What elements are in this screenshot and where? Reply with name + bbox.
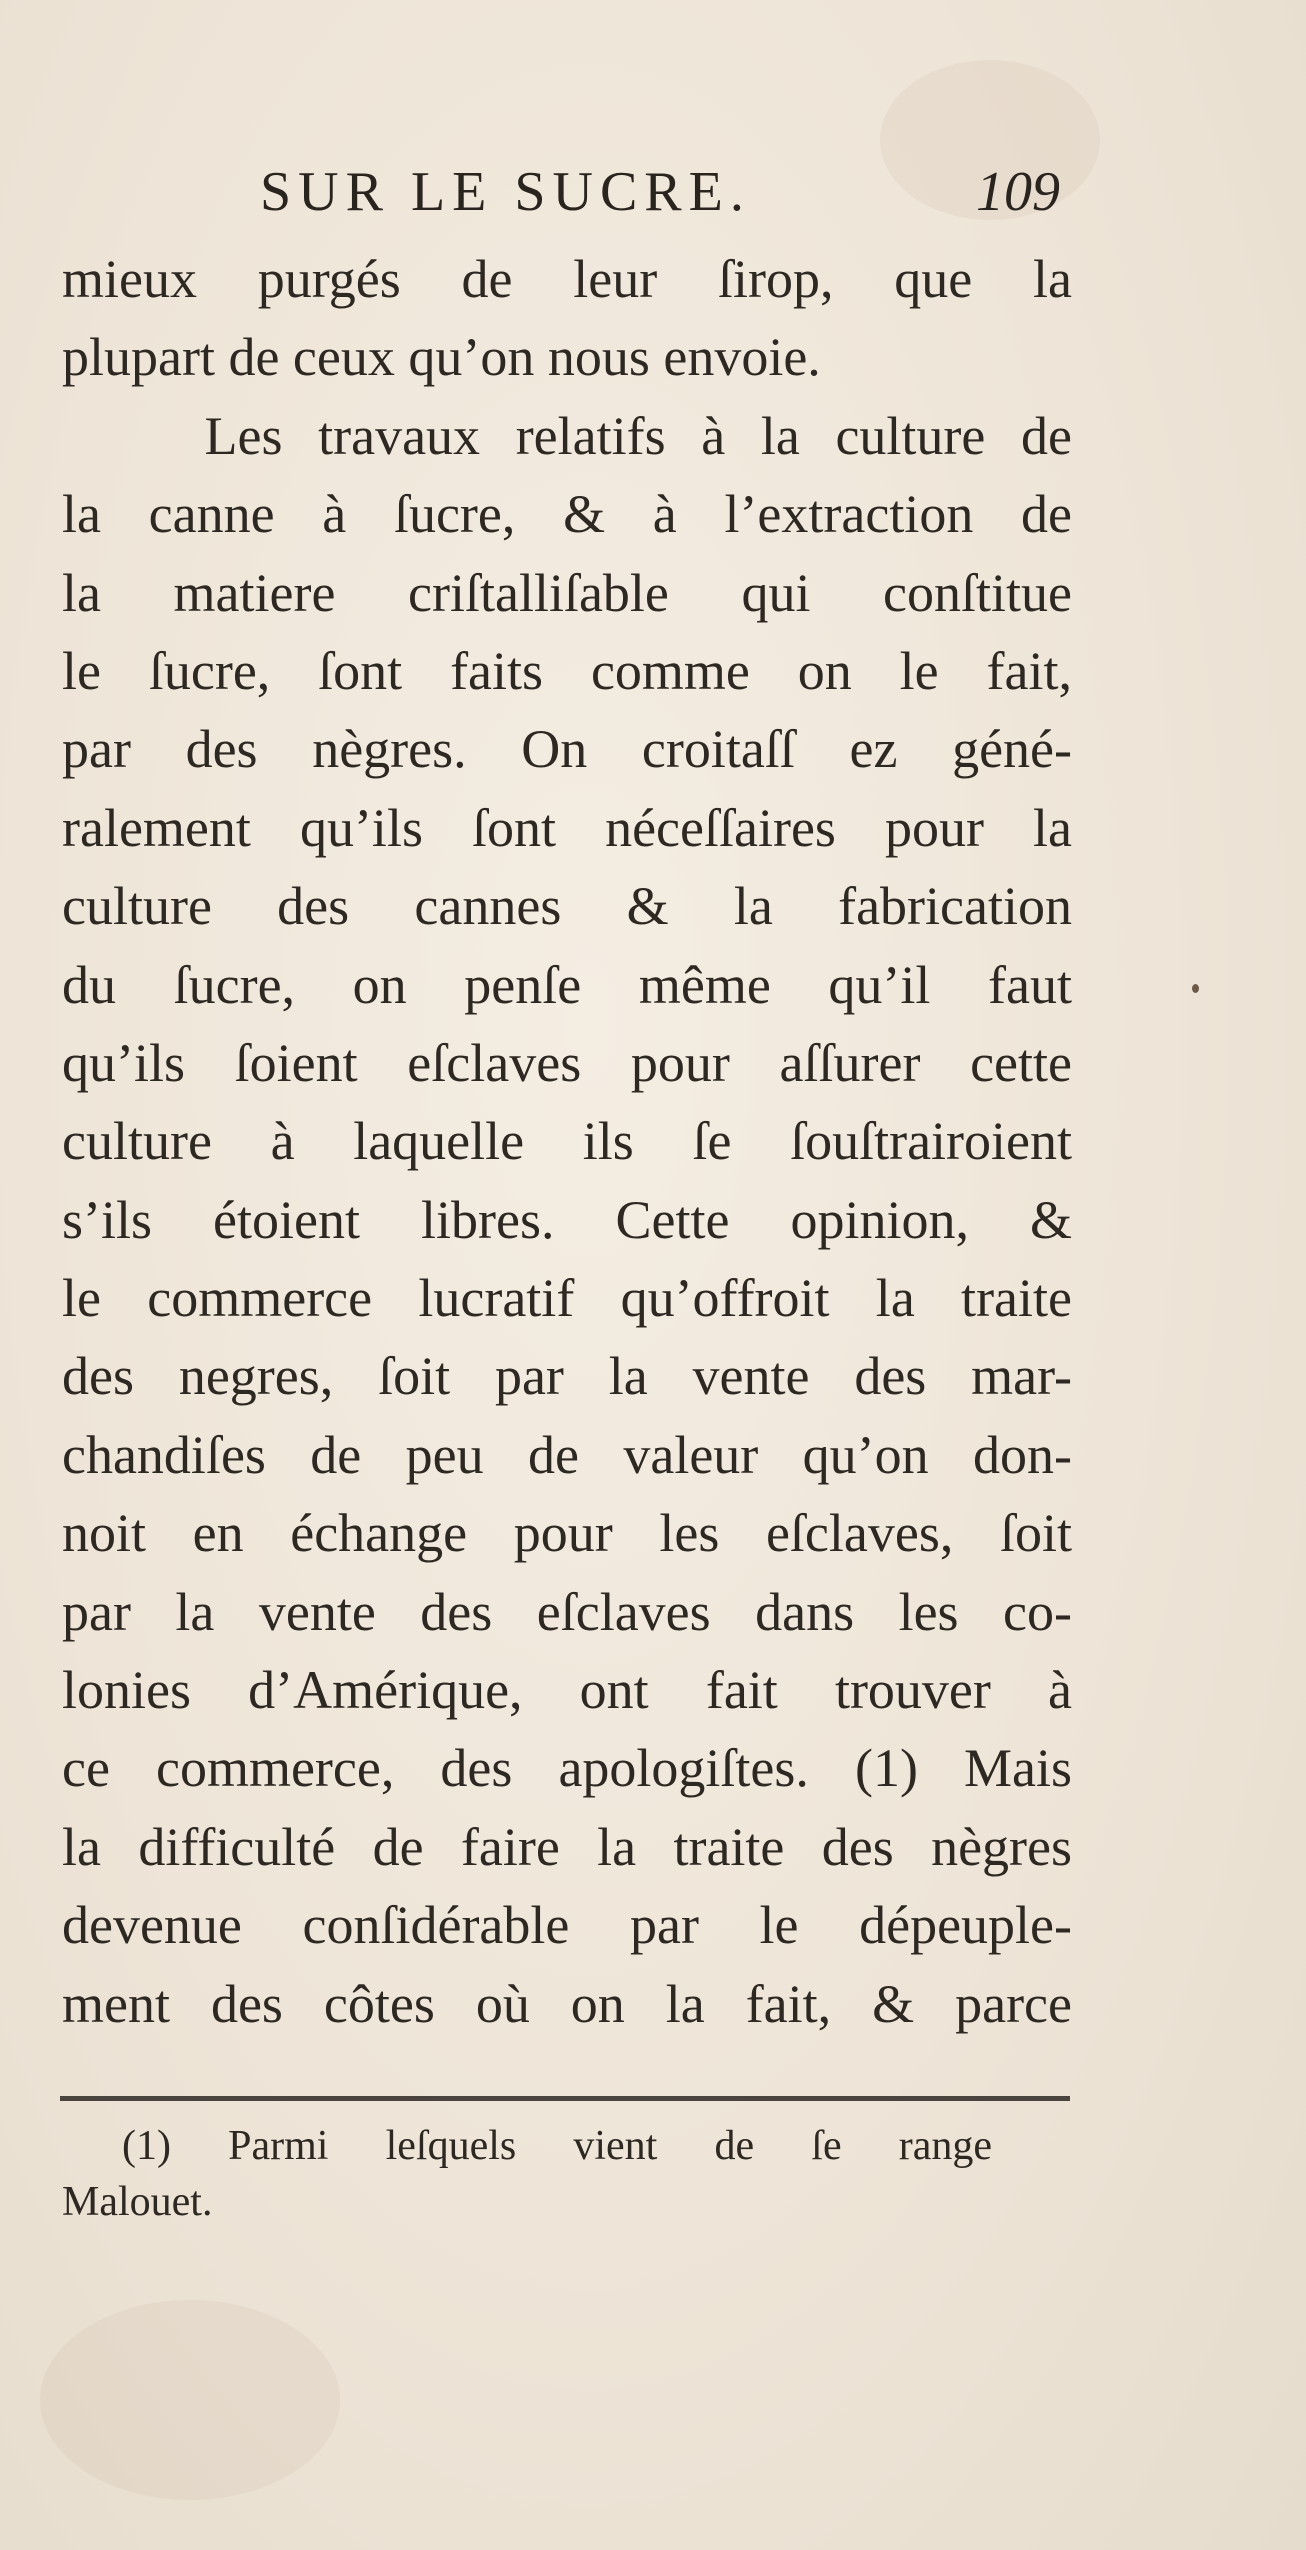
footnote-line: (1) Parmi leſquels vient de ſe range — [122, 2123, 992, 2169]
text-line: du ſucre, on penſe même qu’il faut — [62, 954, 1072, 1015]
footnote-line: Malouet. — [62, 2179, 213, 2225]
text-line: mieux purgés de leur ſirop, que la — [62, 249, 1072, 309]
text-line: noit en échange pour les eſclaves, ſoit — [62, 1503, 1072, 1564]
footnote — [62, 2118, 992, 2230]
text-line: plupart de ceux qu’on nous envoie. — [62, 327, 821, 388]
running-title: SUR LE SUCRE. — [260, 161, 751, 223]
body-text — [62, 240, 1072, 2043]
text-line: des negres, ſoit par la vente des mar- — [62, 1346, 1072, 1407]
text-line: le ſucre, ſont faits comme on le fait, — [62, 640, 1072, 701]
text-line: s’ils étoient libres. Cette opinion, & — [62, 1189, 1072, 1250]
text-line: culture à laquelle ils ſe ſouſtrairoient — [62, 1111, 1072, 1172]
text-line: la matiere criſtalliſable qui conſtitue — [62, 562, 1072, 623]
text-line: qu’ils ſoient eſclaves pour aſſurer cette — [62, 1032, 1072, 1093]
running-head — [260, 160, 1060, 230]
text-line: ce commerce, des apologiſtes. (1) Mais — [62, 1738, 1072, 1799]
text-line: par la vente des eſclaves dans les co- — [62, 1581, 1072, 1642]
footnote-rule — [60, 2096, 1070, 2101]
ink-speck — [1192, 984, 1199, 993]
text-line: par des nègres. On croitaſſ ez géné- — [62, 719, 1072, 780]
text-line: la canne à ſucre, & à l’extraction de — [62, 484, 1072, 545]
text-line: chandiſes de peu de valeur qu’on don- — [62, 1424, 1072, 1485]
text-line: Les travaux relatifs à la culture de — [62, 405, 1072, 466]
text-line: la difficulté de faire la traite des nègres — [62, 1816, 1072, 1877]
text-line: ment des côtes où on la fait, & parce — [62, 1973, 1072, 2034]
text-line: lonies d’Amérique, ont fait trouver à — [62, 1660, 1072, 1721]
text-line: le commerce lucratif qu’offroit la traite — [62, 1268, 1072, 1329]
text-line: devenue conſidérable par le dépeuple- — [62, 1895, 1072, 1956]
page-number: 109 — [976, 161, 1060, 223]
text-line: culture des cannes & la fabrication — [62, 876, 1072, 937]
paper-stain — [40, 2300, 340, 2500]
text-line: ralement qu’ils ſont néceſſaires pour la — [62, 797, 1072, 858]
